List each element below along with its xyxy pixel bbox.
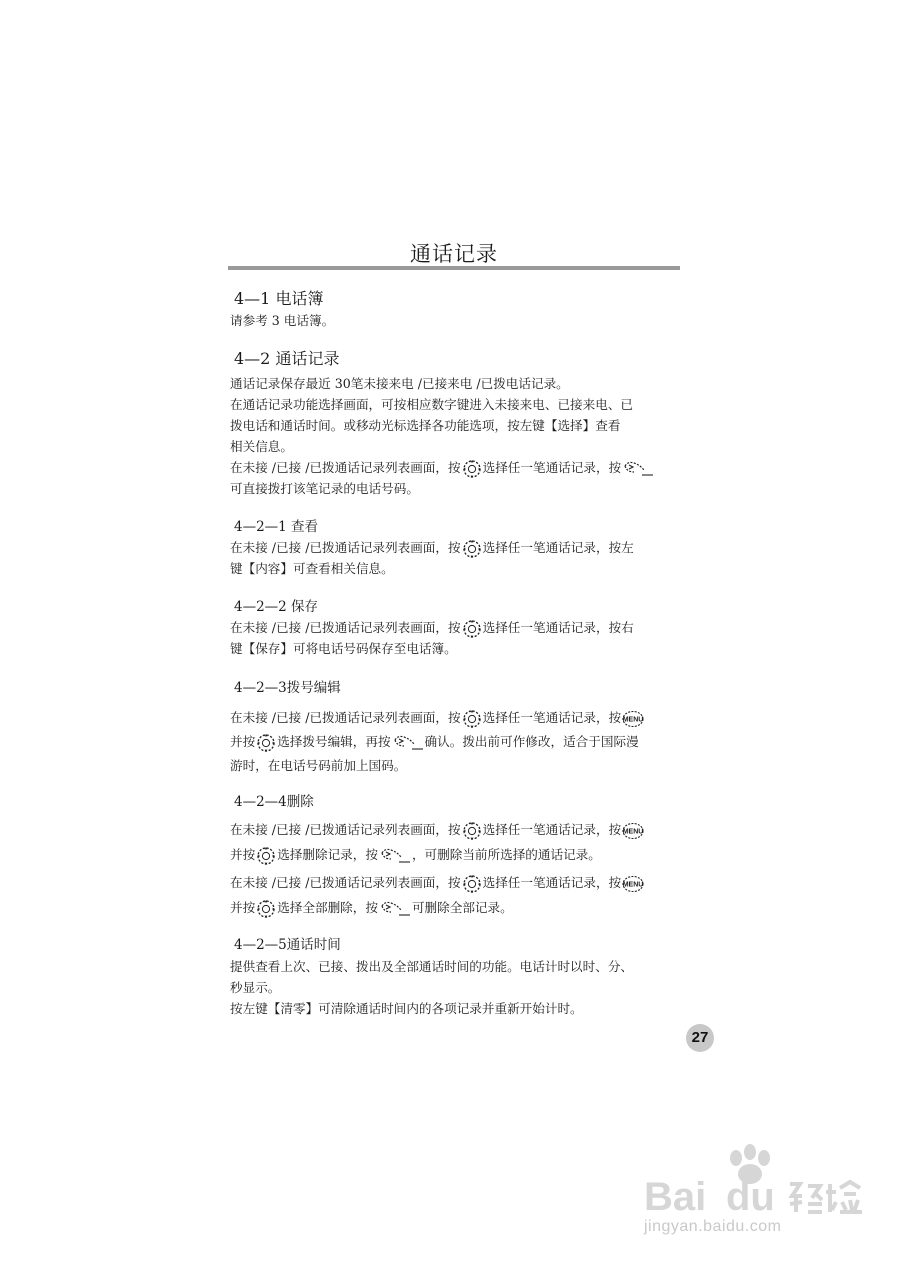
section-heading-4-2-2: 4—2—2 保存 (234, 599, 319, 615)
text-fragment: 在未接 /已接 /已拨通话记录列表画面，按 (230, 710, 461, 725)
section-heading-4-2-5: 4—2—5通话时间 (234, 937, 341, 953)
text-fragment: 并按 (230, 734, 256, 749)
page-number: 27 (686, 1024, 714, 1052)
section-body-4-2-4 (230, 817, 682, 920)
section-heading-4-2-3: 4—2—3拨号编辑 (234, 680, 341, 696)
text-line (230, 817, 682, 842)
section-body-4-2-5 (230, 956, 682, 1019)
send-key-icon (622, 460, 654, 478)
text-fragment: ，可删除当前所选择的通话记录。 (411, 847, 601, 862)
text-fragment: 可删除全部记录。 (411, 900, 513, 915)
svg-text:MENU: MENU (622, 716, 644, 723)
send-key-icon (379, 847, 411, 865)
svg-text:du: du (726, 1175, 775, 1219)
svg-text:MENU: MENU (622, 828, 644, 835)
text-fragment: 选择任一笔通话记录，按右 (482, 620, 634, 635)
text-line (230, 842, 682, 870)
svg-text:MENU: MENU (622, 881, 644, 888)
send-key-icon (379, 900, 411, 918)
text-fragment: 选择拨号编辑，再按 (277, 734, 391, 749)
text-line: 秒显示。 (230, 980, 281, 995)
text-line: 相关信息。 (230, 439, 293, 454)
text-fragment: 选择任一笔通话记录，按左 (482, 540, 634, 555)
nav-key-icon (462, 619, 482, 639)
text-fragment: 并按 (230, 900, 256, 915)
text-line (230, 457, 682, 478)
section-body-4-2 (230, 373, 682, 499)
text-fragment: 选择任一笔通话记录，按 (482, 710, 622, 725)
svg-text:Bai: Bai (644, 1175, 707, 1219)
page-title: 通话记录 (410, 242, 498, 266)
text-fragment: 在未接 /已接 /已拨通话记录列表画面，按 (230, 540, 461, 555)
text-line: 拨电话和通话时间。或移动光标选择各功能选项，按左键【选择】查看 (230, 418, 621, 433)
nav-key-icon (256, 846, 276, 866)
menu-key-icon (622, 875, 644, 893)
text-fragment: 在未接 /已接 /已拨通话记录列表画面，按 (230, 875, 461, 890)
text-line: 通话记录保存最近 30笔未接来电 /已接来电 /已拨电话记录。 (230, 376, 569, 391)
nav-key-icon (462, 874, 482, 894)
section-heading-4-1: 4—1 电话簿 (234, 289, 324, 308)
nav-key-icon (256, 899, 276, 919)
section-body-4-2-1 (230, 537, 682, 579)
section-body-4-2-2 (230, 617, 682, 659)
text-fragment: 选择全部删除，按 (277, 900, 378, 915)
text-line (230, 895, 682, 920)
title-rule (228, 266, 680, 270)
nav-key-icon (462, 459, 482, 479)
text-fragment: 选择任一笔通话记录，按 (482, 875, 622, 890)
text-fragment: 在未接 /已接 /已拨通话记录列表画面，按 (230, 822, 461, 837)
text-fragment: 并按 (230, 847, 256, 862)
text-line (230, 617, 682, 638)
nav-key-icon (462, 709, 482, 729)
text-fragment: 在未接 /已接 /已拨通话记录列表画面，按 (230, 620, 461, 635)
menu-key-icon (622, 822, 644, 840)
nav-key-icon (462, 821, 482, 841)
text-fragment: 选择删除记录，按 (277, 847, 378, 862)
nav-key-icon (256, 733, 276, 753)
menu-key-icon (622, 710, 644, 728)
watermark-url: jingyan.baidu.com (644, 1218, 782, 1235)
section-body-4-1 (230, 310, 682, 331)
text-fragment: 在未接 /已接 /已拨通话记录列表画面，按 (230, 460, 461, 475)
text-line: 请参考 3 电话簿。 (230, 313, 335, 328)
text-line (230, 537, 682, 558)
text-line (230, 706, 682, 730)
text-line: 按左键【清零】可清除通话时间内的各项记录并重新开始计时。 (230, 1001, 583, 1016)
section-heading-4-2: 4—2 通话记录 (234, 349, 340, 368)
nav-key-icon (462, 539, 482, 559)
text-fragment: 确认。拨出前可作修改，适合于国际漫 (424, 734, 639, 749)
text-line: 可直接拨打该笔记录的电话号码。 (230, 481, 419, 496)
text-line: 在通话记录功能选择画面，可按相应数字键进入未接来电、已接来电、已 (230, 397, 633, 412)
text-line: 键【保存】可将电话号码保存至电话簿。 (230, 641, 457, 656)
text-line: 键【内容】可查看相关信息。 (230, 561, 394, 576)
send-key-icon (392, 734, 424, 752)
text-line: 提供查看上次、已接、拨出及全部通话时间的功能。电话计时以时、分、 (230, 959, 633, 974)
text-fragment: 选择任一笔通话记录，按 (482, 460, 622, 475)
section-body-4-2-3 (230, 706, 682, 778)
text-fragment: 选择任一笔通话记录，按 (482, 822, 622, 837)
text-line: 游时，在电话号码前加上国码。 (230, 758, 407, 773)
text-line (230, 730, 682, 754)
section-heading-4-2-4: 4—2—4删除 (234, 794, 314, 810)
section-heading-4-2-1: 4—2—1 查看 (234, 519, 319, 535)
text-line (230, 870, 682, 895)
